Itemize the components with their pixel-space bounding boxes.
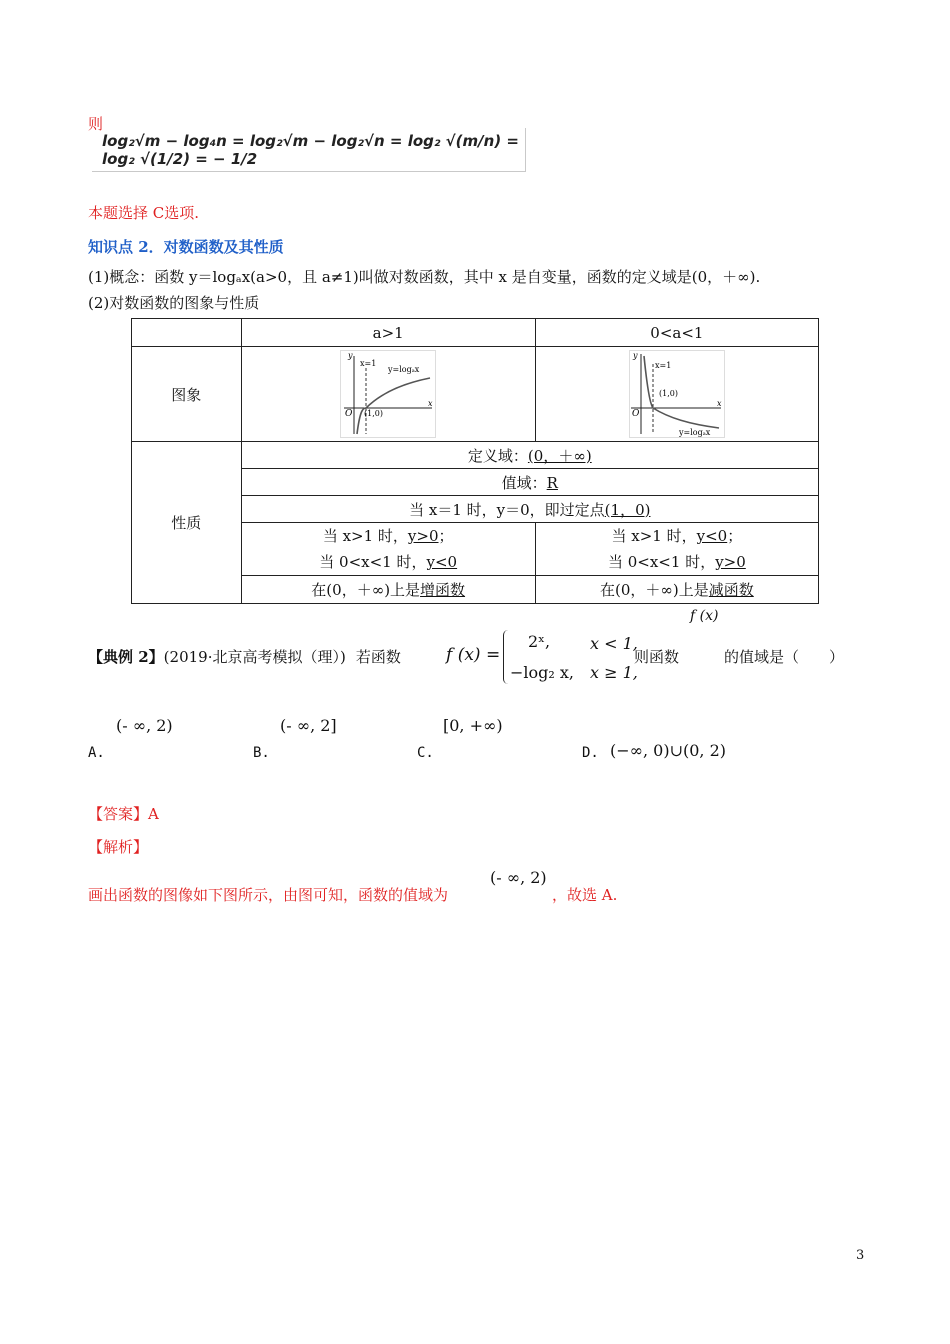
- concept-text: (1)概念：函数 y＝logₐx(a>0，且 a≠1)叫做对数函数，其中 x 是自变量，函数的定义域是(0，＋∞).: [88, 268, 761, 286]
- page-number: 3: [856, 1248, 865, 1263]
- sign-left-a-prefix: 当 x>1 时，: [322, 527, 408, 545]
- option-b-letter[interactable]: B.: [253, 745, 270, 761]
- example-lead: 若函数: [355, 648, 401, 666]
- option-d-formula: (−∞, 0)∪(0, 2): [610, 741, 726, 760]
- x-label: x: [716, 399, 722, 408]
- mono-left-prefix: 在(0，＋∞)上是: [311, 581, 421, 599]
- math-equation: log₂√m − log₄n = log₂√m − log₂√n = log₂ √(m/n) = log₂ √(1/2) = − 1/2: [92, 128, 526, 172]
- sign-right-b-prefix: 当 0<x<1 时，: [607, 553, 716, 571]
- example-source: (2019·北京高考模拟（理）): [163, 648, 346, 666]
- x1-label: x=1: [654, 361, 672, 370]
- example-line: [88, 646, 401, 667]
- header-a-lt-1: 0<a<1: [535, 319, 818, 347]
- case2-cond: x ≥ 1,: [590, 663, 638, 682]
- case2-expr: −log₂ x,: [510, 663, 575, 682]
- analysis-tag: 【解析】: [88, 838, 149, 856]
- table-corner: [132, 319, 242, 347]
- mono-right-prefix: 在(0，＋∞)上是: [600, 581, 709, 599]
- analysis-text: 画出函数的图像如下图所示，由图可知，函数的值域为: [88, 886, 449, 904]
- sign-left-b-prefix: 当 0<x<1 时，: [319, 553, 427, 571]
- example-tag: 【典例 2】: [88, 648, 164, 666]
- sign-right-a-prefix: 当 x>1 时，: [611, 527, 697, 545]
- func-label: y=logₐx: [678, 428, 711, 437]
- properties-table: [131, 318, 819, 604]
- range-value: R: [546, 473, 558, 492]
- domain-label: 定义域：: [467, 446, 528, 465]
- func-label: y=logₐx: [388, 365, 420, 374]
- graph-decreasing: [629, 350, 725, 438]
- option-c-formula: [0, +∞): [443, 716, 503, 735]
- point-text: 当 x＝1 时，y＝0，即过定点: [409, 500, 605, 519]
- sign-cell-right: 当 x>1 时，y<0； 当 0<x<1 时，y>0: [535, 523, 818, 576]
- x1-label: x=1: [360, 359, 377, 368]
- analysis-end: ，故选 A.: [552, 886, 618, 904]
- subtitle-text: (2)对数函数的图象与性质: [88, 294, 260, 312]
- sign-left-b-value: y<0: [426, 553, 458, 571]
- point-value: (1，0): [604, 500, 651, 519]
- graph-increasing: [340, 350, 436, 438]
- mono-right-value: 减函数: [708, 581, 754, 599]
- case1-cond: x < 1,: [590, 634, 638, 653]
- fixed-point-row: [241, 496, 818, 523]
- option-c-letter[interactable]: C.: [417, 745, 434, 761]
- range-label: 值域：: [501, 473, 547, 492]
- sign-cell-left: 当 x>1 时，y>0； 当 0<x<1 时，y<0: [241, 523, 535, 576]
- domain-value: (0，＋∞): [527, 446, 592, 465]
- point-label: (1,0): [658, 389, 678, 398]
- mono-left-value: 增函数: [420, 581, 466, 599]
- header-a-gt-1: a>1: [241, 319, 535, 347]
- row-label-graph: 图象: [132, 347, 242, 442]
- answer-text: 【答案】A: [88, 805, 159, 823]
- intro-word: 则: [88, 115, 104, 133]
- fx-label: f (x) =: [446, 645, 501, 665]
- section-title: 知识点 2．对数函数及其性质: [88, 238, 284, 256]
- sign-right-a-value: y<0: [696, 527, 728, 545]
- y-label: y: [632, 351, 638, 360]
- option-b-formula: (- ∞, 2]: [280, 716, 337, 735]
- domain-row: [241, 442, 818, 469]
- conclusion-text: 本题选择 C选项.: [88, 204, 200, 222]
- sign-right-b-value: y>0: [715, 553, 746, 571]
- origin-label: O: [631, 409, 640, 419]
- graph-cell-right: [535, 347, 818, 442]
- origin-label: O: [345, 409, 353, 419]
- graph-cell-left: [241, 347, 535, 442]
- row-label-props: 性质: [132, 442, 242, 604]
- option-d-letter[interactable]: D.: [582, 745, 599, 761]
- piecewise-brace: [503, 630, 508, 684]
- option-a-letter[interactable]: A.: [88, 745, 105, 761]
- sign-left-a-value: y>0: [407, 527, 439, 545]
- example-after: 则函数: [634, 648, 680, 666]
- option-a-formula: (- ∞, 2): [116, 716, 173, 735]
- monotonic-cell-right: [535, 576, 818, 604]
- example-tail: 的值域是（ ）: [724, 648, 845, 666]
- case1-expr: 2ˣ,: [528, 632, 551, 651]
- y-label: y: [348, 351, 353, 360]
- range-row: [241, 469, 818, 496]
- analysis-formula: (- ∞, 2): [490, 868, 547, 887]
- x-label: x: [428, 399, 433, 408]
- fx-note: f (x): [690, 608, 719, 624]
- monotonic-cell-left: [241, 576, 535, 604]
- point-label: (1,0): [364, 409, 384, 418]
